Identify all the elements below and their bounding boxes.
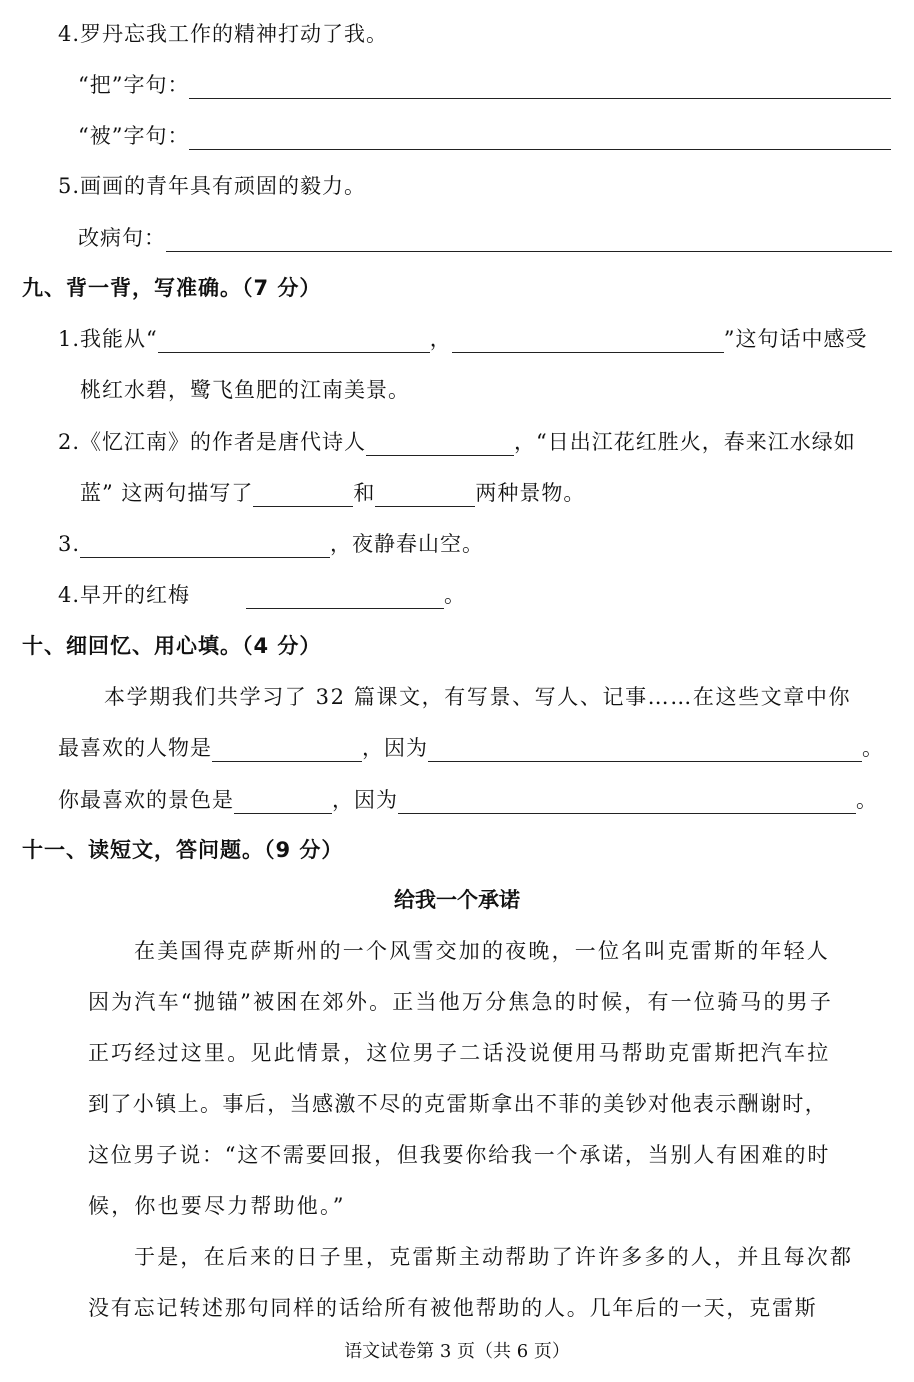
bei-label: “被”字句： [78,124,190,148]
q8-5-text: 5.画画的青年具有顽固的毅力。 [58,174,367,198]
q9-2-end: 两种景物。 [475,481,586,505]
fav-scenery-blank[interactable] [234,793,332,814]
q9-1-continuation: 桃红水碧，鹭飞鱼肥的江南美景。 [80,378,410,402]
q9-1-suffix: ”这句话中感受 [723,327,868,351]
q9-2-row-2 [80,479,585,507]
reason-blank-1[interactable] [428,741,862,762]
q9-4-prefix: 4.早开的红梅 [58,583,191,607]
bei-answer-blank[interactable] [189,129,891,150]
fav-person-label: 最喜欢的人物是 [58,736,212,760]
q9-4-blank[interactable] [246,588,444,609]
reason-blank-2[interactable] [398,793,856,814]
q9-3-blank[interactable] [80,537,330,558]
page-footer: 语文试卷第 3 页（共 6 页） [344,1341,570,1362]
s10-row-scenery [58,786,878,814]
q9-2-prefix: 2.《忆江南》的作者是唐代诗人 [58,430,367,454]
q9-1-row [58,325,868,353]
section-10-heading: 十、细回忆、用心填。（4 分） [22,634,322,658]
q8-4-bei-row [78,122,891,150]
q8-5-fix-row [78,224,892,252]
poet-blank[interactable] [366,435,514,456]
because-label-1: ，因为 [362,736,428,760]
passage-line: 这位男子说：“这不需要回报，但我要你给我一个承诺，当别人有困难的时 [88,1143,831,1167]
fav-scenery-label: 你最喜欢的景色是 [58,788,234,812]
ba-answer-blank[interactable] [189,78,891,99]
passage-title: 给我一个承诺 [394,888,520,912]
q9-1-prefix: 1.我能从“ [58,327,158,351]
passage-line: 因为汽车“抛锚”被困在郊外。正当他万分焦急的时候，有一位骑马的男子 [88,990,834,1014]
passage-line: 在美国得克萨斯州的一个风雪交加的夜晚，一位名叫克雷斯的年轻人 [134,939,830,963]
q9-1-blank-2[interactable] [452,332,724,353]
section-9-heading: 九、背一背，写准确。（7 分） [22,276,322,300]
passage-line: 没有忘记转述那句同样的话给所有被他帮助的人。几年后的一天，克雷斯 [88,1296,818,1320]
scene-blank-1[interactable] [253,486,353,507]
scene-blank-2[interactable] [375,486,475,507]
s10-row-person [58,734,884,762]
q8-4-ba-row [78,71,891,99]
q9-2-c: 蓝” 这两句描写了 [80,481,254,505]
q9-2-row [58,428,856,456]
q9-4-suffix: 。 [444,583,467,607]
q9-3-row [58,530,484,558]
q9-3-prefix: 3. [58,532,81,556]
q9-1-blank-1[interactable] [158,332,430,353]
ba-label: “把”字句： [78,73,190,97]
q9-2-and: 和 [353,481,376,505]
q8-4-text: 4.罗丹忘我工作的精神打动了我。 [58,22,389,46]
s10-paragraph-line-1: 本学期我们共学习了 32 篇课文，有写景、写人、记事……在这些文章中你 [104,685,852,709]
passage-line: 正巧经过这里。见此情景，这位男子二话没说便用马帮助克雷斯把汽车拉 [88,1041,831,1065]
fav-person-blank[interactable] [212,741,362,762]
fix-answer-blank[interactable] [166,231,892,252]
fix-label: 改病句： [78,226,166,250]
period-1: 。 [862,736,884,760]
section-11-heading: 十一、读短文，答问题。（9 分） [22,838,344,862]
passage-line: 于是，在后来的日子里，克雷斯主动帮助了许许多多的人，并且每次都 [134,1245,854,1269]
period-2: 。 [856,788,878,812]
because-label-2: ，因为 [332,788,398,812]
passage-line: 到了小镇上。事后，当感激不尽的克雷斯拿出不菲的美钞对他表示酬谢时， [88,1092,828,1116]
q9-3-suffix: ，夜静春山空。 [330,532,485,556]
q9-1-comma: ， [429,327,452,351]
passage-line: 候，你也要尽力帮助他。” [88,1194,346,1218]
q9-4-row [58,581,466,609]
q9-2-mid: ，“日出江花红胜火，春来江水绿如 [514,430,856,454]
